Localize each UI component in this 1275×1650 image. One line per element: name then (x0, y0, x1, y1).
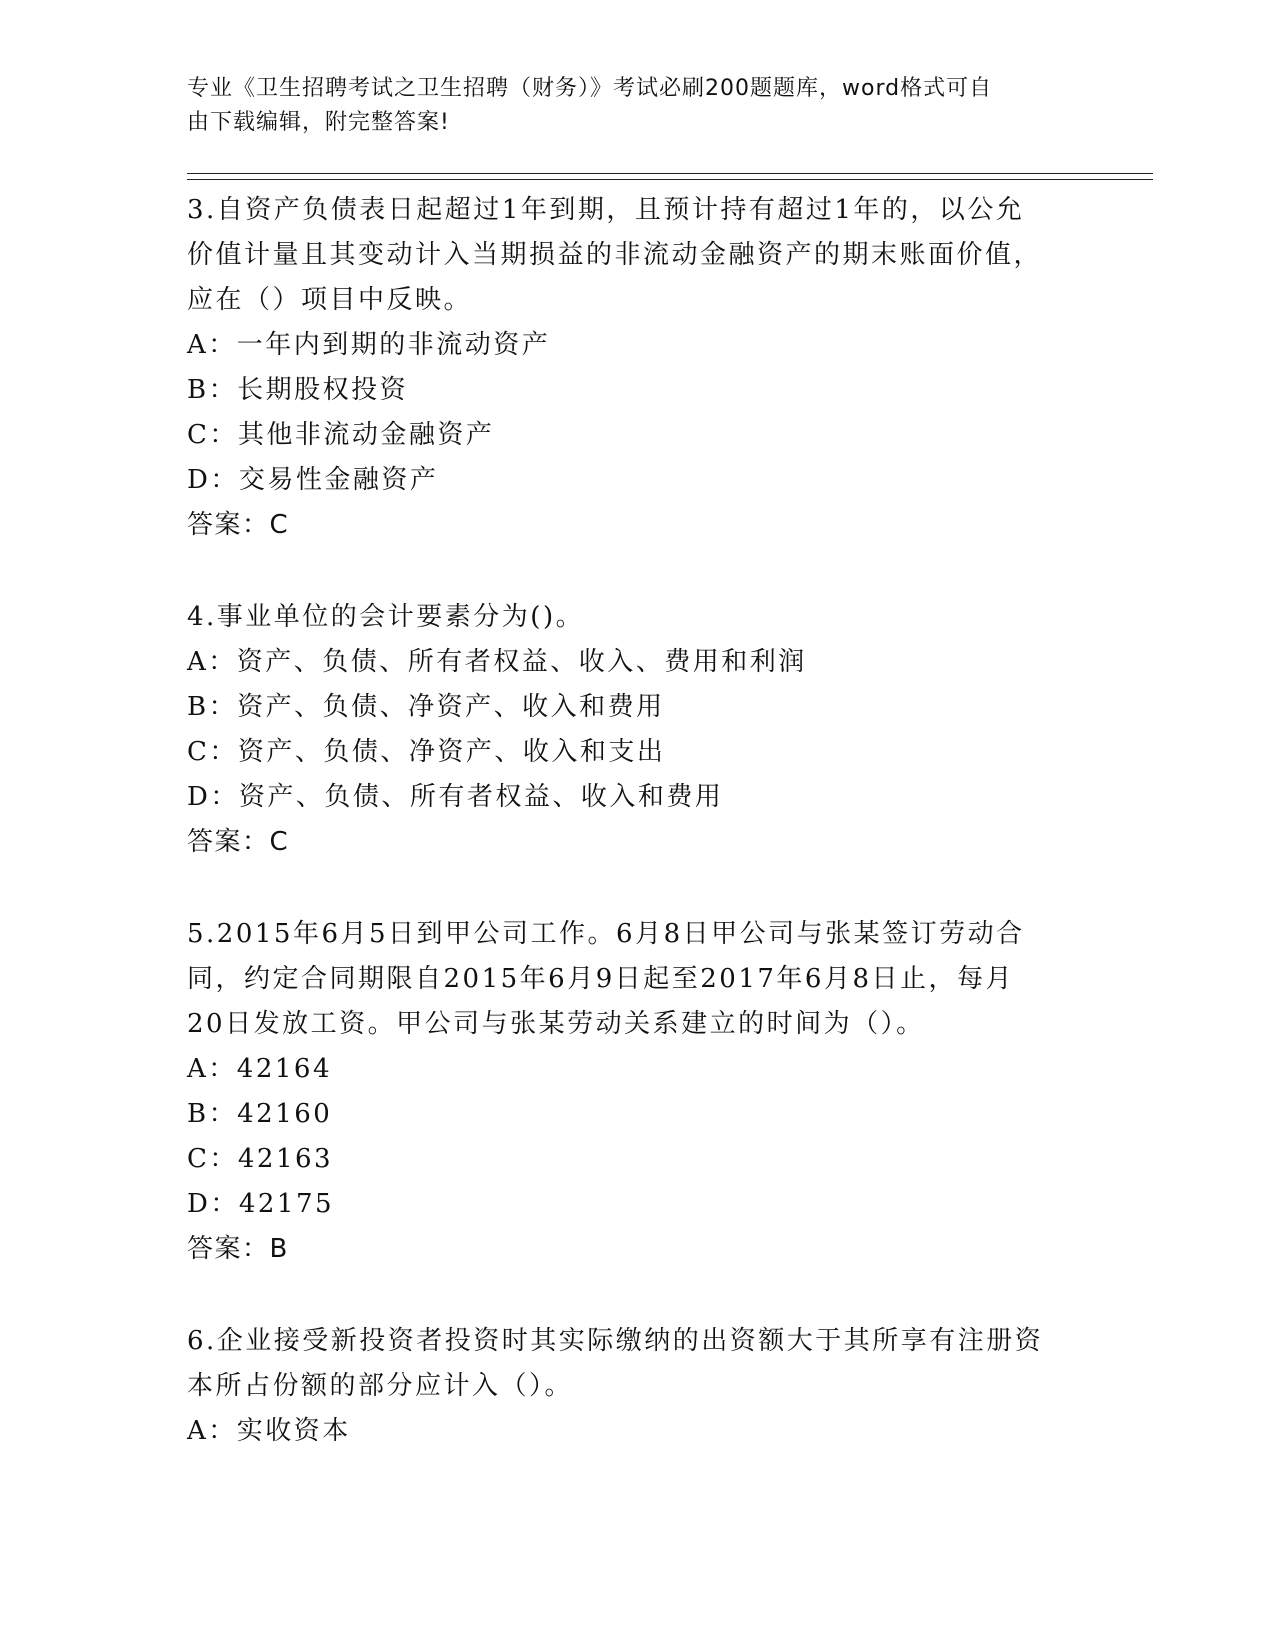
header-line-2: 由下载编辑，附完整答案! (187, 110, 450, 135)
option-a: A：实收资本 (187, 1416, 351, 1446)
question-text-line: 价值计量且其变动计入当期损益的非流动金融资产的期末账面价值， (187, 240, 1043, 270)
spacer (187, 548, 1067, 595)
header-rule-top (187, 173, 1153, 174)
option-b: B：42160 (187, 1099, 333, 1129)
question-text-line: 6.企业接受新投资者投资时其实际缴纳的出资额大于其所享有注册资 (187, 1326, 1044, 1356)
answer: 答案：B (187, 1234, 289, 1264)
option-a: A：资产、负债、所有者权益、收入、费用和利润 (187, 647, 807, 677)
question-text-line: 本所占份额的部分应计入（）。 (187, 1371, 574, 1401)
question-text-line: 应在（）项目中反映。 (187, 285, 473, 315)
question-6 (187, 1319, 1067, 1454)
option-c: C：其他非流动金融资产 (187, 420, 495, 450)
option-d: D：42175 (187, 1189, 335, 1219)
option-a: A：42164 (187, 1054, 332, 1084)
document-header (187, 72, 1067, 140)
question-4 (187, 595, 1067, 865)
answer: 答案：C (187, 827, 290, 857)
spacer (187, 865, 1067, 912)
question-text-line: 20日发放工资。甲公司与张某劳动关系建立的时间为（）。 (187, 1009, 925, 1039)
option-c: C：42163 (187, 1144, 334, 1174)
answer: 答案：C (187, 510, 290, 540)
option-d: D：资产、负债、所有者权益、收入和费用 (187, 782, 724, 812)
question-text-line: 3.自资产负债表日起超过1年到期，且预计持有超过1年的，以公允 (187, 195, 1025, 225)
option-d: D：交易性金融资产 (187, 465, 439, 495)
option-a: A：一年内到期的非流动资产 (187, 330, 551, 360)
spacer (187, 1272, 1067, 1319)
header-rule-bottom (187, 179, 1153, 180)
option-b: B：长期股权投资 (187, 375, 409, 405)
question-list (187, 188, 1067, 1454)
question-text-line: 4.事业单位的会计要素分为()。 (187, 602, 585, 632)
question-text-line: 5.2015年6月5日到甲公司工作。6月8日甲公司与张某签订劳动合 (187, 919, 1025, 949)
option-b: B：资产、负债、净资产、收入和费用 (187, 692, 665, 722)
header-line-1: 专业《卫生招聘考试之卫生招聘（财务）》考试必刷200题题库，word格式可自 (187, 76, 993, 101)
question-3 (187, 188, 1067, 548)
option-c: C：资产、负债、净资产、收入和支出 (187, 737, 666, 767)
question-5 (187, 912, 1067, 1272)
question-text-line: 同，约定合同期限自2015年6月9日起至2017年6月8日止，每月 (187, 964, 1015, 994)
